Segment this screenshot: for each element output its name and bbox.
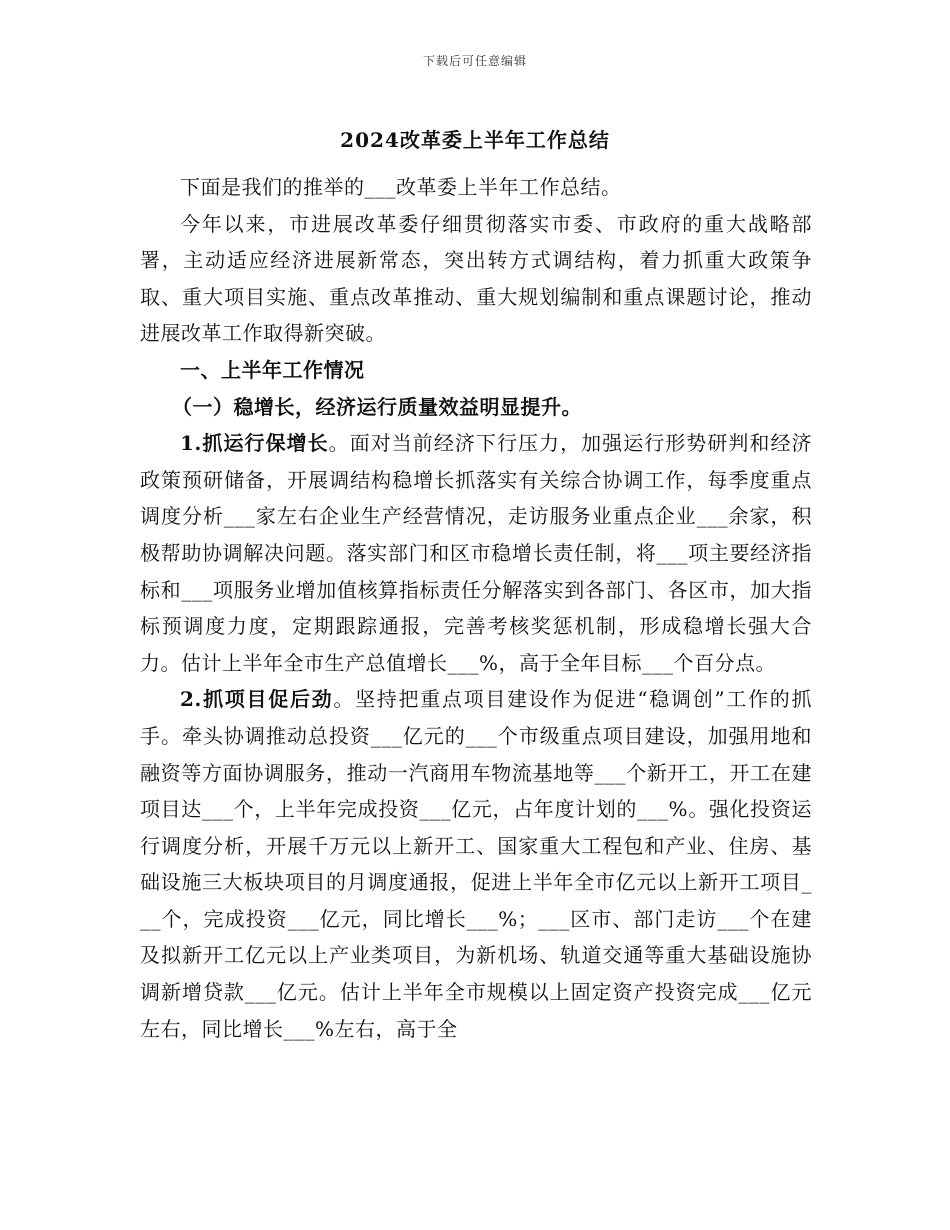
document-title: 2024改革委上半年工作总结 (340, 128, 610, 152)
item-text-1: 。面对当前经济下行压力，加强运行形势研判和经济政策预研储备，开展调结构稳增长抓落实有关综合协调工作，每季度重点调度分析___家左右企业生产经营情况，走访服务业重点企业___余家，积极帮助协调解决问题。落实部门和区市稳增长责任制，将___项主要经济指标和___项服务业增加值核算指标责任分解落实到各部门、各区市，加大指标预调度力度，定期跟踪通报，完善考核奖惩机制，形成稳增长强大合力。估计上半年全市生产总值增长___%，高于全年目标___个百分点。 (140, 431, 812, 675)
item-text-2: 。坚持把重点项目建设作为促进“稳调创”工作的抓手。牵头协调推动总投资___亿元的___个市级重点项目建设，加强用地和融资等方面协调服务，推动一汽商用车物流基地等___个新开工，开工在建项目达___个，上半年完成投资___亿元，占年度计划的___%。强化投资运行调度分析，开展千万元以上新开工、国家重大工程包和产业、住房、基础设施三大板块项目的月调度通报，促进上半年全市亿元以上新开工项目___个，完成投资___亿元，同比增长___%；___区市、部门走访___个在建及拟新开工亿元以上产业类项目，为新机场、轨道交通等重大基础设施协调新增贷款___亿元。估计上半年全市规模以上固定资产投资完成___亿元左右，同比增长___%左右，高于全 (140, 687, 812, 1041)
document-body (140, 169, 812, 1047)
intro-paragraph: 下面是我们的推举的___改革委上半年工作总结。 (180, 175, 622, 199)
item-lead-2: 2.抓项目促后劲 (180, 687, 334, 712)
item-paragraph-1 (140, 425, 812, 681)
item-paragraph-2 (140, 681, 812, 1047)
item-lead-1: 1.抓运行保增长 (180, 431, 329, 456)
overview-paragraph: 今年以来，市进展改革委仔细贯彻落实市委、市政府的重大战略部署，主动适应经济进展新常态，突出转方式调结构，着力抓重大政策争取、重大项目实施、重点改革推动、重大规划编制和重点课题讨论，推动进展改革工作取得新突破。 (140, 211, 812, 346)
section-heading: 一、上半年工作情况 (180, 357, 365, 382)
subsection-heading: （一）稳增长，经济运行质量效益明显提升。 (172, 394, 582, 419)
header-note: 下载后可任意编辑 (422, 54, 527, 68)
